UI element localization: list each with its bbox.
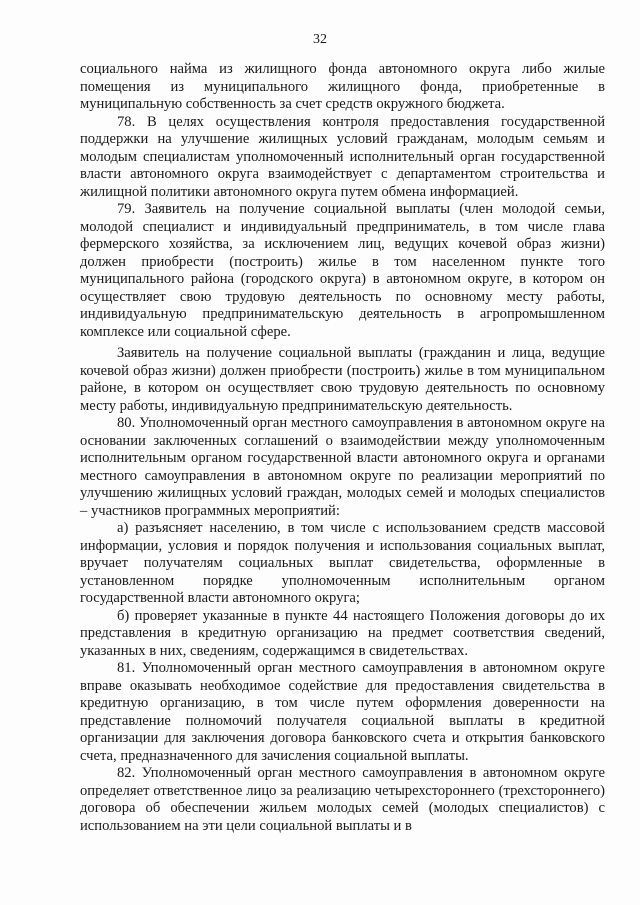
paragraph-82: 82. Уполномоченный орган местного самоуправления в автономном округе определяет ответственное лицо за реализацию четырехстороннего (трехстороннего) договора об обеспечении жильем молодых семей (молодых специалистов) с использованием на эти цели социальной выплаты и в — [80, 765, 605, 834]
paragraph-80: 80. Уполномоченный орган местного самоуправления в автономном округе на основании заключенных соглашений о взаимодействии между уполномоченным исполнительным органом государственной власти автономного округа и органами местного самоуправления в автономном округе по реализации мероприятий по улучшению жилищных условий граждан, молодых семей и молодых специалистов – участников программных мероприятий: — [80, 415, 605, 519]
paragraph-79-applicant: Заявитель на получение социальной выплаты (гражданин и лица, ведущие кочевой образ жизни) должен приобрести (построить) жилье в том муниципальном районе, в котором он осуществляет свою трудовую деятельность по основному месту работы, индивидуальную предпринимательскую деятельность. — [80, 345, 605, 414]
paragraph-80-b: б) проверяет указанные в пункте 44 настоящего Положения договоры до их представления в кредитную организацию на предмет соответствия сведений, указанных в них, сведениям, содержащимся в свидетельствах. — [80, 607, 605, 659]
paragraph-80-a: а) разъясняет населению, в том числе с использованием средств массовой информации, условия и порядок получения и использования социальных выплат, вручает получателям социальных выплат свидетельства, оформленные в установленном порядке уполномоченным исполнительным органом государственной власти автономного округа; — [80, 520, 605, 606]
paragraph-continuation: социального найма из жилищного фонда автономного округа либо жилые помещения из муниципального жилищного фонда, приобретенные в муниципальную собственность за счет средств окружного бюджета. — [80, 61, 605, 112]
paragraph-78: 78. В целях осуществления контроля предоставления государственной поддержки на улучшение жилищных условий гражданам, молодым семьям и молодым специалистам уполномоченный исполнительный орган государственной власти автономного округа взаимодействует с департаментом строительства и жилищной политики автономного округа путем обмена информацией. — [80, 113, 605, 200]
document-body — [80, 61, 605, 835]
page-number: 32 — [313, 32, 327, 47]
paragraph-81: 81. Уполномоченный орган местного самоуправления в автономном округе вправе оказывать необходимое содействие для предоставления свидетельства в кредитную организацию, в том числе путем оформления доверенности на представление полномочий получателя социальной выплаты в кредитной организации для заключения договора банковского счета и открытия банковского счета, предназначенного для зачисления социальной выплаты. — [80, 660, 605, 764]
paragraph-79: 79. Заявитель на получение социальной выплаты (член молодой семьи, молодой специалист и индивидуальный предприниматель, в том числе глава фермерского хозяйства, за исключением лиц, ведущих кочевой образ жизни) должен приобрести (построить) жилье в том населенном пункте того муниципального района (городского округа) в автономном округе, в котором он осуществляет свою трудовую деятельность по основному месту работы, индивидуальную предпринимательскую деятельность в агропромышленном комплексе или социальной сфере. — [80, 201, 605, 340]
